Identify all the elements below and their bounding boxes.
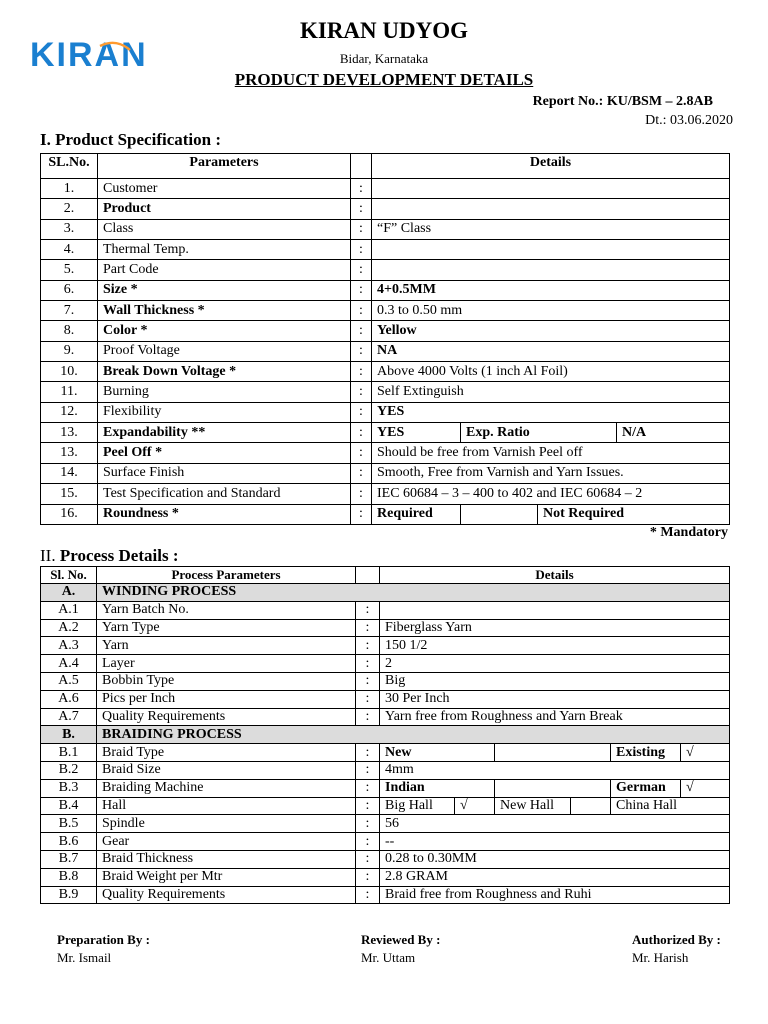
signature-prepared: [57, 932, 150, 966]
separator-cell: :: [351, 341, 372, 361]
separator-cell: :: [356, 850, 380, 868]
detail-cell: 4+0.5MM: [372, 280, 730, 300]
detail-cell: Self Extinguish: [372, 382, 730, 402]
row-number: A.1: [41, 601, 97, 619]
option-cell: Indian: [380, 779, 495, 797]
column-header: [351, 154, 372, 179]
row-number: 13.: [41, 423, 98, 443]
parameter-cell: Part Code: [98, 260, 351, 280]
parameter-cell: Pics per Inch: [97, 690, 356, 708]
check-cell: [495, 744, 611, 762]
parameter-cell: Braid Type: [97, 744, 356, 762]
row-number: 14.: [41, 463, 98, 483]
separator-cell: :: [351, 240, 372, 260]
row-number: B.7: [41, 850, 97, 868]
table-row: [41, 219, 730, 239]
process-table-body: [41, 584, 730, 904]
signature-label: Preparation By :: [57, 932, 150, 947]
separator-cell: :: [356, 868, 380, 886]
detail-cell: Yellow: [372, 321, 730, 341]
separator-cell: :: [351, 484, 372, 504]
detail-cell: IEC 60684 – 3 – 400 to 402 and IEC 60684 – 2: [372, 484, 730, 504]
column-header: Parameters: [98, 154, 351, 179]
parameter-cell: Spindle: [97, 815, 356, 833]
table-row: [41, 179, 730, 199]
detail-cell: Big: [380, 672, 730, 690]
parameter-cell: Expandability **: [98, 423, 351, 443]
column-header: Process Parameters: [97, 567, 356, 584]
detail-cell: Fiberglass Yarn: [380, 619, 730, 637]
table-row: [41, 601, 730, 619]
detail-cell: YES: [372, 423, 461, 443]
parameter-cell: Yarn Type: [97, 619, 356, 637]
row-number: B.3: [41, 779, 97, 797]
table-row: [41, 886, 730, 904]
column-header: Details: [372, 154, 730, 179]
row-number: B.1: [41, 744, 97, 762]
mandatory-note: * Mandatory: [649, 525, 728, 540]
row-number: A.7: [41, 708, 97, 726]
detail-cell: 30 Per Inch: [380, 690, 730, 708]
company-name: KIRAN UDYOG: [299, 18, 469, 43]
table-row: [41, 402, 730, 422]
signature-name: Mr. Harish: [632, 950, 689, 965]
detail-cell: [372, 199, 730, 219]
detail-cell: Required: [372, 504, 461, 524]
column-header: Details: [380, 567, 730, 584]
row-number: B.8: [41, 868, 97, 886]
table-row: [41, 744, 730, 762]
document-title: PRODUCT DEVELOPMENT DETAILS: [234, 70, 534, 89]
parameter-cell: Braiding Machine: [97, 779, 356, 797]
separator-cell: :: [351, 504, 372, 524]
detail-cell: “F” Class: [372, 219, 730, 239]
table-row: [41, 341, 730, 361]
parameter-cell: Bobbin Type: [97, 672, 356, 690]
separator-cell: :: [356, 690, 380, 708]
row-number: B.2: [41, 761, 97, 779]
table-row: [41, 463, 730, 483]
row-number: 6.: [41, 280, 98, 300]
parameter-cell: Hall: [97, 797, 356, 815]
parameter-cell: Size *: [98, 280, 351, 300]
table-row: [41, 708, 730, 726]
group-label: BRAIDING PROCESS: [97, 726, 730, 744]
detail-cell: NA: [372, 341, 730, 361]
signature-authorized: [632, 932, 721, 966]
option-cell: New Hall: [495, 797, 571, 815]
row-number: 7.: [41, 301, 98, 321]
separator-cell: :: [351, 321, 372, 341]
section-label: Process Details :: [59, 546, 179, 565]
table-row: [41, 868, 730, 886]
row-number: 4.: [41, 240, 98, 260]
row-number: 13.: [41, 443, 98, 463]
table-row: [41, 672, 730, 690]
parameter-cell: Color *: [98, 321, 351, 341]
section-number: II.: [40, 546, 56, 565]
option-cell: German: [611, 779, 681, 797]
spec-table-body: [41, 179, 730, 525]
parameter-cell: Customer: [98, 179, 351, 199]
detail-cell: [372, 179, 730, 199]
table-header-row: [41, 154, 730, 179]
parameter-cell: Yarn Batch No.: [97, 601, 356, 619]
table-row: [41, 779, 730, 797]
option-cell: Existing: [611, 744, 681, 762]
row-number: 9.: [41, 341, 98, 361]
parameter-cell: Layer: [97, 655, 356, 673]
option-cell: New: [380, 744, 495, 762]
report-date: Dt.: 03.06.2020: [645, 113, 733, 128]
check-cell: √: [681, 744, 730, 762]
separator-cell: :: [351, 199, 372, 219]
table-row: [41, 301, 730, 321]
table-row: [41, 504, 730, 524]
separator-cell: :: [351, 179, 372, 199]
separator-cell: :: [356, 761, 380, 779]
product-spec-table: [40, 153, 730, 525]
row-number: 15.: [41, 484, 98, 504]
separator-cell: :: [356, 797, 380, 815]
detail-cell: 2.8 GRAM: [380, 868, 730, 886]
parameter-cell: Yarn: [97, 637, 356, 655]
detail-cell: N/A: [617, 423, 730, 443]
section-title-process: [40, 546, 178, 566]
table-row: [41, 382, 730, 402]
parameter-cell: Wall Thickness *: [98, 301, 351, 321]
table-row: [41, 637, 730, 655]
signature-label: Reviewed By :: [361, 932, 441, 947]
column-header: Sl. No.: [41, 567, 97, 584]
row-number: 3.: [41, 219, 98, 239]
detail-cell: 0.3 to 0.50 mm: [372, 301, 730, 321]
row-number: B.5: [41, 815, 97, 833]
detail-cell: YES: [372, 402, 730, 422]
row-number: A.6: [41, 690, 97, 708]
separator-cell: :: [351, 301, 372, 321]
separator-cell: :: [351, 463, 372, 483]
separator-cell: :: [356, 815, 380, 833]
separator-cell: :: [351, 219, 372, 239]
table-row: [41, 484, 730, 504]
parameter-cell: Braid Thickness: [97, 850, 356, 868]
table-row: [41, 833, 730, 851]
parameter-cell: Surface Finish: [98, 463, 351, 483]
row-number: 12.: [41, 402, 98, 422]
parameter-cell: Peel Off *: [98, 443, 351, 463]
table-row: [41, 850, 730, 868]
row-number: 5.: [41, 260, 98, 280]
section-title-spec: I. Product Specification :: [40, 130, 222, 149]
parameter-cell: Quality Requirements: [97, 886, 356, 904]
table-row: [41, 815, 730, 833]
detail-cell: [461, 504, 538, 524]
parameter-cell: Braid Weight per Mtr: [97, 868, 356, 886]
table-row: [41, 423, 730, 443]
separator-cell: :: [356, 833, 380, 851]
row-number: A.2: [41, 619, 97, 637]
group-number: A.: [41, 584, 97, 602]
detail-cell: [380, 601, 730, 619]
separator-cell: :: [356, 886, 380, 904]
detail-cell: Above 4000 Volts (1 inch Al Foil): [372, 362, 730, 382]
option-cell: Big Hall: [380, 797, 455, 815]
table-row: [41, 655, 730, 673]
check-cell: [571, 797, 611, 815]
signature-name: Mr. Uttam: [361, 950, 416, 965]
table-row: [41, 240, 730, 260]
separator-cell: :: [356, 779, 380, 797]
detail-cell: 2: [380, 655, 730, 673]
parameter-cell: Flexibility: [98, 402, 351, 422]
group-row: [41, 584, 730, 602]
row-number: A.3: [41, 637, 97, 655]
report-number: Report No.: KU/BSM – 2.8AB: [532, 94, 713, 109]
detail-cell: Exp. Ratio: [461, 423, 617, 443]
parameter-cell: Class: [98, 219, 351, 239]
check-cell: √: [455, 797, 495, 815]
row-number: 2.: [41, 199, 98, 219]
detail-cell: --: [380, 833, 730, 851]
separator-cell: :: [356, 708, 380, 726]
table-row: [41, 280, 730, 300]
parameter-cell: Gear: [97, 833, 356, 851]
parameter-cell: Product: [98, 199, 351, 219]
row-number: 16.: [41, 504, 98, 524]
detail-cell: 0.28 to 0.30MM: [380, 850, 730, 868]
table-row: [41, 797, 730, 815]
row-number: B.4: [41, 797, 97, 815]
table-row: [41, 443, 730, 463]
check-cell: √: [681, 779, 730, 797]
option-cell: China Hall: [611, 797, 730, 815]
signature-name: Mr. Ismail: [57, 950, 112, 965]
detail-cell: [372, 240, 730, 260]
parameter-cell: Burning: [98, 382, 351, 402]
column-header: SL.No.: [41, 154, 98, 179]
row-number: 1.: [41, 179, 98, 199]
parameter-cell: Thermal Temp.: [98, 240, 351, 260]
kiran-logo-text: KIRAN: [30, 36, 148, 72]
detail-cell: Not Required: [538, 504, 730, 524]
process-details-table: [40, 566, 730, 904]
check-cell: [495, 779, 611, 797]
signature-label: Authorized By :: [632, 932, 721, 947]
table-row: [41, 199, 730, 219]
group-number: B.: [41, 726, 97, 744]
detail-cell: Braid free from Roughness and Ruhi: [380, 886, 730, 904]
parameter-cell: Proof Voltage: [98, 341, 351, 361]
detail-cell: Should be free from Varnish Peel off: [372, 443, 730, 463]
table-row: [41, 619, 730, 637]
row-number: A.5: [41, 672, 97, 690]
parameter-cell: Roundness *: [98, 504, 351, 524]
signature-reviewed: [361, 932, 440, 966]
detail-cell: Smooth, Free from Varnish and Yarn Issues.: [372, 463, 730, 483]
separator-cell: :: [356, 744, 380, 762]
table-row: [41, 761, 730, 779]
separator-cell: :: [351, 423, 372, 443]
table-row: [41, 362, 730, 382]
separator-cell: :: [351, 402, 372, 422]
company-location: Bidar, Karnataka: [339, 51, 429, 66]
parameter-cell: Test Specification and Standard: [98, 484, 351, 504]
separator-cell: :: [356, 619, 380, 637]
separator-cell: :: [351, 382, 372, 402]
table-row: [41, 690, 730, 708]
separator-cell: :: [351, 362, 372, 382]
detail-cell: 150 1/2: [380, 637, 730, 655]
parameter-cell: Quality Requirements: [97, 708, 356, 726]
detail-cell: 4mm: [380, 761, 730, 779]
group-row: [41, 726, 730, 744]
row-number: B.6: [41, 833, 97, 851]
separator-cell: :: [351, 443, 372, 463]
separator-cell: :: [351, 280, 372, 300]
row-number: B.9: [41, 886, 97, 904]
separator-cell: :: [351, 260, 372, 280]
separator-cell: :: [356, 655, 380, 673]
separator-cell: :: [356, 601, 380, 619]
table-row: [41, 321, 730, 341]
parameter-cell: Braid Size: [97, 761, 356, 779]
row-number: A.4: [41, 655, 97, 673]
separator-cell: :: [356, 672, 380, 690]
table-row: [41, 260, 730, 280]
separator-cell: :: [356, 637, 380, 655]
detail-cell: Yarn free from Roughness and Yarn Break: [380, 708, 730, 726]
detail-cell: [372, 260, 730, 280]
column-header: [356, 567, 380, 584]
row-number: 8.: [41, 321, 98, 341]
parameter-cell: Break Down Voltage *: [98, 362, 351, 382]
row-number: 10.: [41, 362, 98, 382]
detail-cell: 56: [380, 815, 730, 833]
group-label: WINDING PROCESS: [97, 584, 730, 602]
row-number: 11.: [41, 382, 98, 402]
table-header-row: [41, 567, 730, 584]
